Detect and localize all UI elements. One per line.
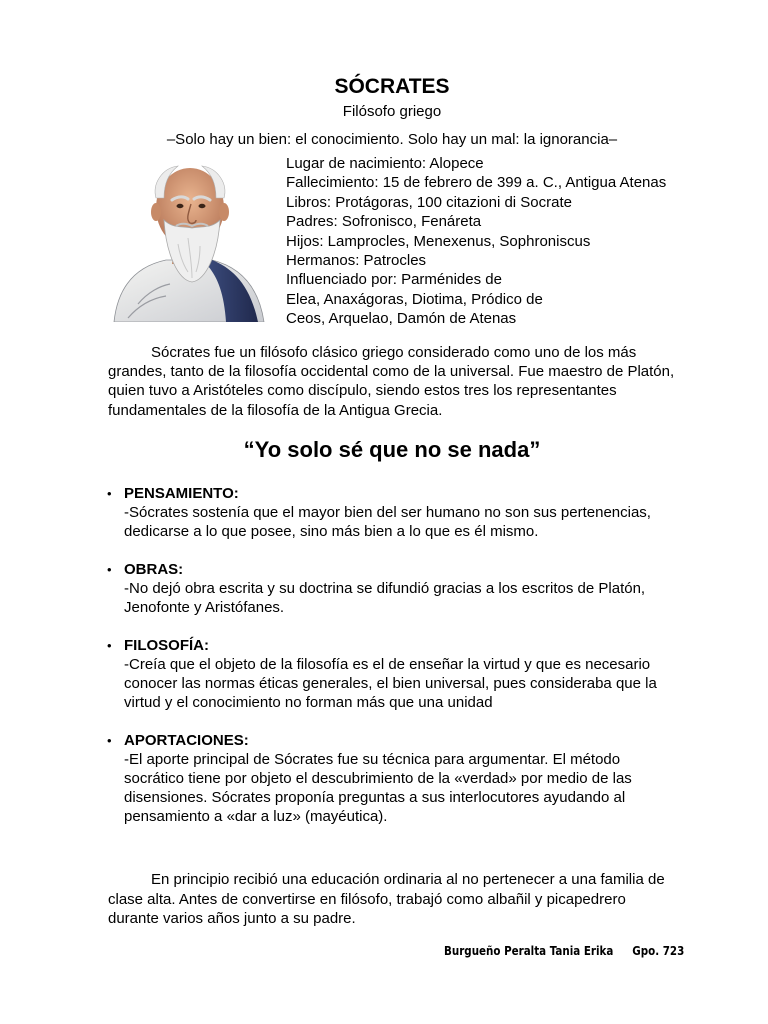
socrates-portrait-image: [108, 154, 268, 322]
bio-block: [108, 154, 676, 329]
topic-heading: OBRAS:: [124, 561, 184, 579]
bullet-icon: •: [107, 638, 112, 654]
fact-children: Hijos: Lamprocles, Menexenus, Sophroniscus: [286, 232, 591, 250]
page-title: SÓCRATES: [334, 75, 450, 98]
topic-heading: APORTACIONES:: [124, 732, 249, 750]
bullet-icon: •: [107, 562, 112, 578]
bullet-icon: •: [107, 733, 112, 749]
page-subtitle: Filósofo griego: [342, 103, 442, 120]
topic-heading: PENSAMIENTO:: [124, 485, 239, 503]
bio-facts-list: [286, 154, 666, 329]
topic-item-aportaciones: [108, 731, 676, 826]
fact-siblings: Hermanos: Patrocles: [286, 252, 427, 270]
fact-books: Libros: Protágoras, 100 citazioni di Socrate: [286, 193, 572, 211]
fact-influences-line-3: Ceos, Arquelao, Damón de Atenas: [286, 310, 517, 328]
fact-death: Fallecimiento: 15 de febrero de 399 a. C., Antigua Atenas: [286, 174, 667, 192]
fact-parents: Padres: Sofronisco, Fenáreta: [286, 213, 482, 231]
topic-heading: FILOSOFÍA:: [124, 637, 209, 655]
fact-influences-line-1: Influenciado por: Parménides de: [286, 271, 502, 289]
famous-quote: “Yo solo sé que no se nada”: [243, 437, 541, 463]
topic-body: -No dejó obra escrita y su doctrina se difundió gracias a los escritos de Platón, Jenofonte y Aristófanes.: [124, 580, 646, 617]
closing-paragraph: En principio recibió una educación ordinaria al no pertenecer a una familia de clase alta. Antes de convertirse en filósofo, trabajó como albañil y picapedrero durante varios años junto a su padre.: [108, 871, 665, 928]
fact-birthplace: Lugar de nacimiento: Alopece: [286, 155, 484, 172]
topic-body: -El aporte principal de Sócrates fue su técnica para argumentar. El método socrático tiene por objeto el descubrimiento de la «verdad» por medio de las disensiones. Sócrates proponía preguntas a sus interlocutores ayudando al pensamiento a «dar a luz» (mayéutica).: [124, 751, 632, 826]
topic-body: -Sócrates sostenía que el mayor bien del ser humano no son sus pertenencias, dedicarse a lo que posee, sino más bien a lo que es él mismo.: [124, 504, 651, 541]
fact-influences-line-2: Elea, Anaxágoras, Diotima, Pródico de: [286, 290, 543, 308]
page-footer: [444, 944, 684, 958]
footer-author: Burgueño Peralta Tania Erika: [444, 944, 614, 958]
topic-item-filosofia: [108, 636, 676, 712]
intro-paragraph: Sócrates fue un filósofo clásico griego considerado como uno de los más grandes, tanto de la filosofía occidental como de la universal. Fue maestro de Platón, quien tuvo a Aristóteles como discípulo, siendo estos tres los representantes fundamentales de la filosofía de la Antigua Grecia.: [108, 343, 675, 419]
footer-group: Gpo. 723: [632, 944, 685, 958]
topic-list: [108, 484, 676, 826]
document-page: [108, 74, 676, 929]
topic-body: -Creía que el objeto de la filosofía es el de enseñar la virtud y que es necesario conocer las normas éticas generales, el bien universal, pues consideraba que la virtud y el conocimiento no forman más que una unidad: [124, 656, 657, 712]
topic-item-obras: [108, 560, 676, 617]
bullet-icon: •: [107, 486, 112, 502]
opening-quote: –Solo hay un bien: el conocimiento. Solo hay un mal: la ignorancia–: [166, 131, 618, 148]
topic-item-pensamiento: [108, 484, 676, 541]
